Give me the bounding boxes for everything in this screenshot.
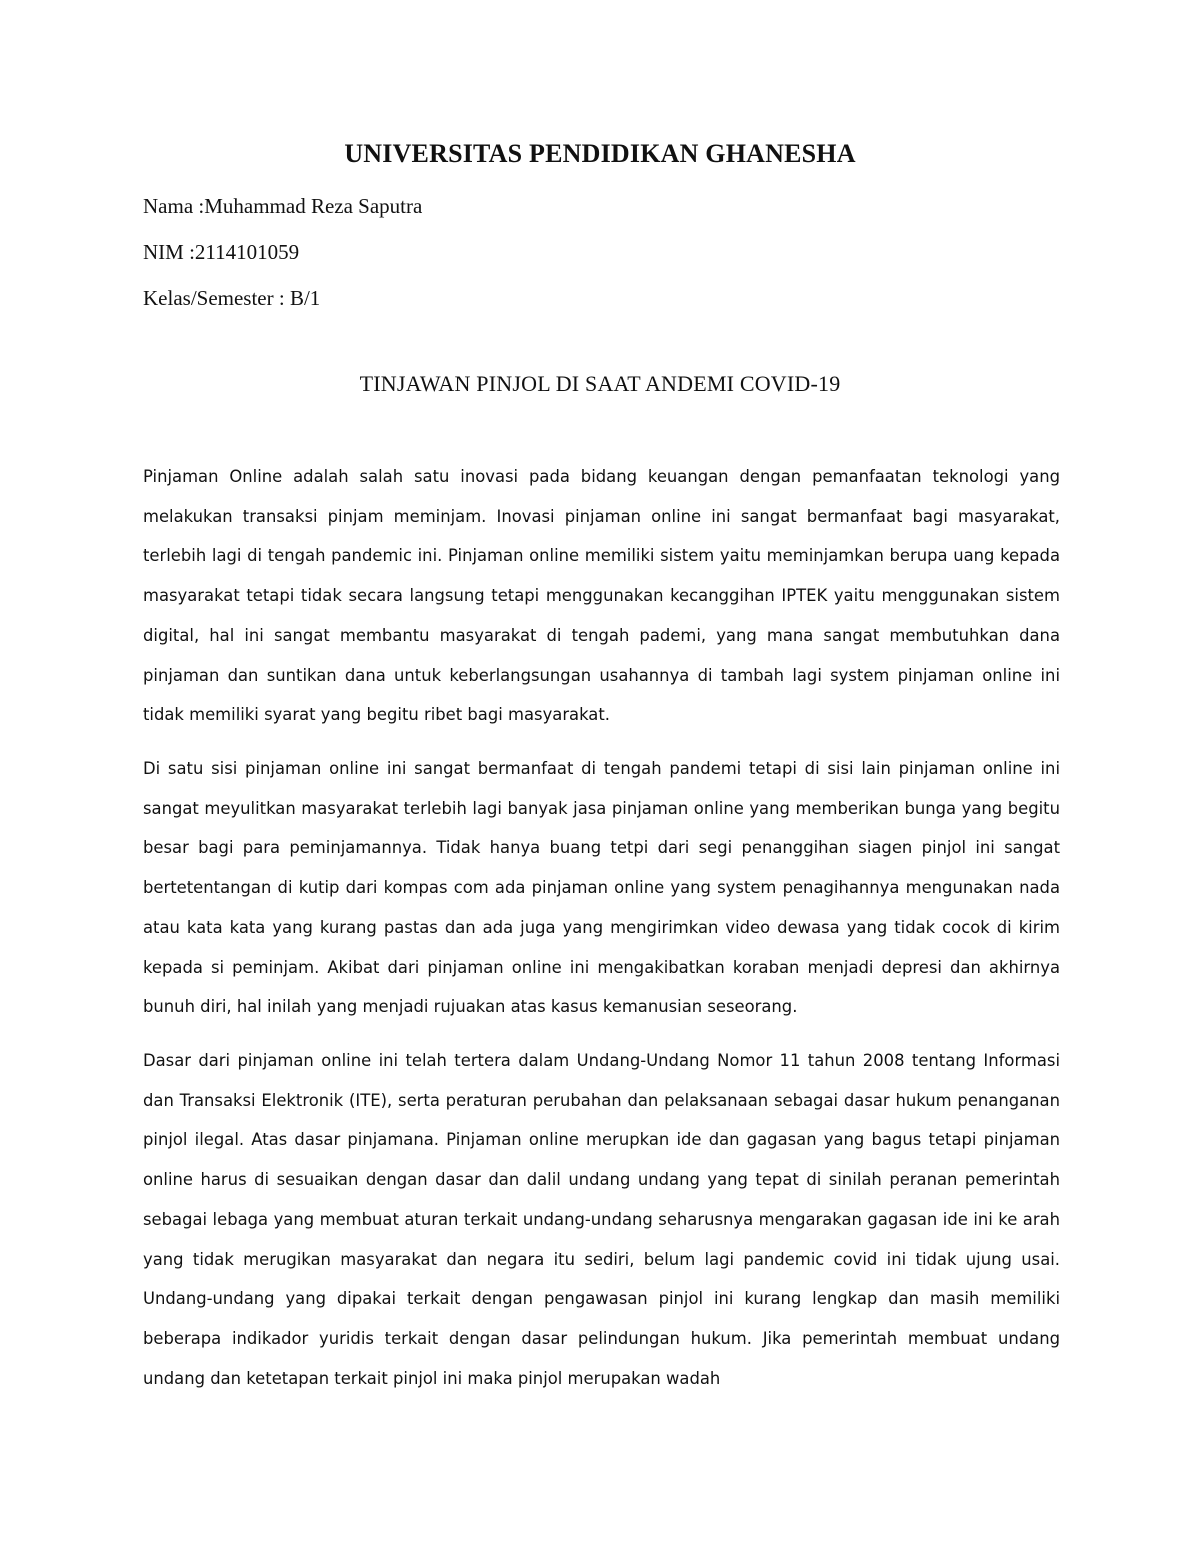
paragraph-3: Dasar dari pinjaman online ini telah tertera dalam Undang-Undang Nomor 11 tahun 2008 tentang Informasi dan Transaksi Elektronik (ITE), serta peraturan perubahan dan pelaksanaan sebagai dasar hukum penanganan pinjol ilegal. Atas dasar pinjamana. Pinjaman online merupkan ide dan gagasan yang bagus tetapi pinjaman online harus di sesuaikan dengan dasar dan dalil undang undang yang tepat di sinilah peranan pemerintah sebagai lebaga yang membuat aturan terkait undang-undang seharusnya mengarakan gagasan ide ini ke arah yang tidak merugikan masyarakat dan negara itu sediri, belum lagi pandemic covid ini tidak ujung usai. Undang-undang yang dipakai terkait dengan pengawasan pinjol ini kurang lengkap dan masih memiliki beberapa indikador yuridis terkait dengan dasar pelindungan hukum. Jika pemerintah membuat undang undang dan ketetapan terkait pinjol ini maka pinjol merupakan wadah (143, 1051, 1060, 1388)
student-nim: NIM :2114101059 (143, 240, 300, 264)
university-title: UNIVERSITAS PENDIDIKAN GHANESHA (344, 139, 856, 168)
essay-title: TINJAWAN PINJOL DI SAAT ANDEMI COVID-19 (359, 371, 841, 396)
paragraph-2: Di satu sisi pinjaman online ini sangat bermanfaat di tengah pandemi tetapi di sisi lain pinjaman online ini sangat meyulitkan masyarakat terlebih lagi banyak jasa pinjaman online yang memberikan bunga yang begitu besar bagi para peminjamannya. Tidak hanya buang tetpi dari segi penanggihan siagen pinjol ini sangat bertetentangan di kutip dari kompas com ada pinjaman online yang system penagihannya mengunakan nada atau kata kata yang kurang pastas dan ada juga yang mengirimkan video dewasa yang tidak cocok di kirim kepada si peminjam. Akibat dari pinjaman online ini mengakibatkan koraban menjadi depresi dan akhirnya bunuh diri, hal inilah yang menjadi rujuakan atas kasus kemanusian seseorang. (143, 759, 1060, 1017)
student-class-semester: Kelas/Semester : B/1 (143, 286, 321, 310)
paragraph-1: Pinjaman Online adalah salah satu inovasi pada bidang keuangan dengan pemanfaatan teknologi yang melakukan transaksi pinjam meminjam. Inovasi pinjaman online ini sangat bermanfaat bagi masyarakat, terlebih lagi di tengah pandemic ini. Pinjaman online memiliki sistem yaitu meminjamkan berupa uang kepada masyarakat tetapi tidak secara langsung tetapi menggunakan kecanggihan IPTEK yaitu menggunakan sistem digital, hal ini sangat membantu masyarakat di tengah pademi, yang mana sangat membutuhkan dana pinjaman dan suntikan dana untuk keberlangsungan usahannya di tambah lagi system pinjaman online ini tidak memiliki syarat yang begitu ribet bagi masyarakat. (143, 467, 1060, 725)
student-name: Nama :Muhammad Reza Saputra (143, 194, 423, 218)
